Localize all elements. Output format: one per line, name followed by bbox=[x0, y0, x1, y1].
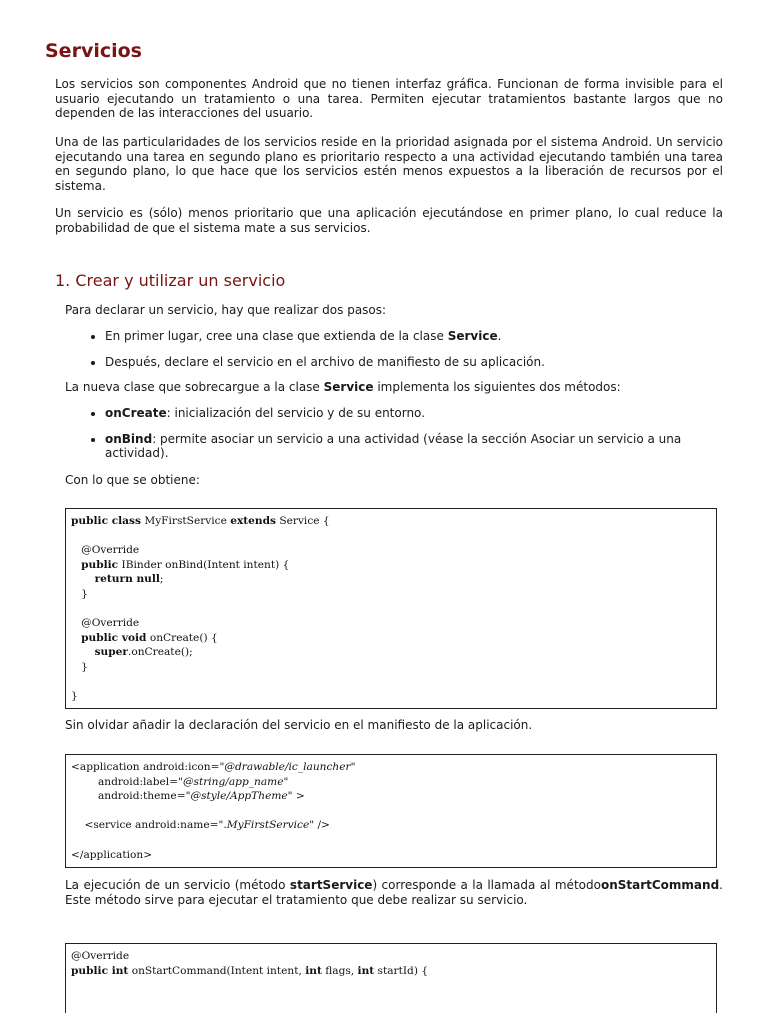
code-token: @style/AppTheme bbox=[190, 790, 288, 803]
code-line bbox=[71, 558, 716, 573]
code-line bbox=[71, 775, 716, 790]
code-block-service-class bbox=[65, 508, 717, 709]
code-token: @Override bbox=[71, 950, 130, 962]
code-token: onStartCommand(Intent intent, bbox=[128, 964, 306, 977]
code-line bbox=[71, 804, 716, 819]
page-title: Servicios bbox=[45, 40, 142, 62]
code-block-manifest bbox=[65, 754, 717, 868]
steps-intro: Para declarar un servicio, hay que realizar dos pasos: bbox=[65, 303, 387, 317]
code-token: android:theme=" bbox=[71, 790, 191, 803]
code-token: extends bbox=[230, 515, 276, 527]
code-token: } bbox=[71, 587, 88, 600]
code-token: public void bbox=[81, 631, 147, 644]
code-token: flags, bbox=[321, 964, 358, 977]
code-token: @Override bbox=[71, 544, 140, 557]
code-token: Service { bbox=[275, 515, 330, 527]
code-token: IBinder onBind(Intent intent) { bbox=[118, 558, 290, 571]
intro-paragraph-3: Un servicio es (sólo) menos prioritario que una aplicación ejecutándose en primer plano, lo cual reduce la probabilidad de que el sistema mate a sus servicios. bbox=[55, 206, 723, 235]
code-token: } bbox=[71, 690, 78, 703]
code-line bbox=[71, 602, 716, 617]
code-token: .MyFirstService bbox=[223, 819, 310, 832]
steps-list bbox=[83, 329, 745, 369]
code-token: " bbox=[350, 761, 356, 773]
code-line bbox=[71, 514, 716, 529]
code-token: " /> bbox=[309, 819, 330, 832]
code-line bbox=[71, 818, 716, 833]
code-token: " bbox=[283, 775, 289, 788]
code-token: } bbox=[71, 660, 88, 673]
code-line bbox=[71, 616, 716, 631]
code-token bbox=[71, 646, 95, 658]
code-line bbox=[71, 543, 716, 558]
code-token: </application> bbox=[71, 848, 153, 861]
code-line bbox=[71, 631, 716, 646]
methods-list bbox=[83, 406, 745, 461]
code-token: startId) { bbox=[374, 964, 429, 977]
code-token bbox=[71, 632, 81, 644]
intro-paragraph-2: Una de las particularidades de los servicios reside en la prioridad asignada por el sistema Android. Un servicio ejecutando una tarea en segundo plano es prioritario respecto a una actividad ejecutando también una tarea en segundo plano, lo que hace que los servicios estén menos expuestos a la liberación de recursos por el sistema. bbox=[55, 135, 723, 193]
code-token: public int bbox=[71, 964, 129, 977]
code-line bbox=[71, 833, 716, 848]
code-token: @Override bbox=[71, 617, 140, 630]
code-line bbox=[71, 675, 716, 690]
code-line bbox=[71, 760, 716, 775]
execution-paragraph: La ejecución de un servicio (método startService) corresponde a la llamada al métodoonStartCommand. Este método sirve para ejecutar el tratamiento que debe realizar su servicio. bbox=[65, 878, 723, 907]
code-line bbox=[71, 529, 716, 544]
intro-paragraph-1: Los servicios son componentes Android que no tienen interfaz gráfica. Funcionan de forma invisible para el usuario ejecutando un tratamiento o una tarea. Permiten ejecutar tratamientos bastante largos que no dependen de las interacciones del usuario. bbox=[55, 77, 723, 121]
code-line bbox=[71, 660, 716, 675]
code-line bbox=[71, 789, 716, 804]
code-token bbox=[71, 573, 95, 585]
code-token: int bbox=[357, 964, 375, 977]
list-item: • onBind: permite asociar un servicio a una actividad (véase la sección Asociar un servicio a una actividad). bbox=[105, 432, 745, 461]
code-token bbox=[71, 559, 81, 571]
code-token: super bbox=[94, 646, 128, 659]
code-line bbox=[71, 964, 716, 979]
code-line bbox=[71, 949, 716, 964]
code-token: ; bbox=[159, 573, 164, 586]
list-item: • onCreate: inicialización del servicio y de su entorno. bbox=[105, 406, 745, 421]
code-token: .onCreate(); bbox=[127, 646, 193, 659]
methods-intro: La nueva clase que sobrecargue a la clase Service implementa los siguientes dos métodos: bbox=[65, 380, 621, 394]
list-item: • En primer lugar, cree una clase que extienda de la clase Service. bbox=[105, 329, 745, 344]
code-line bbox=[71, 645, 716, 660]
section-heading: 1. Crear y utilizar un servicio bbox=[55, 271, 286, 290]
code-line bbox=[71, 848, 716, 863]
code-token: MyFirstService bbox=[140, 515, 231, 527]
code-token: @drawable/ic_launcher bbox=[224, 761, 351, 773]
code-token: @string/app_name bbox=[182, 775, 284, 788]
list-item: • Después, declare el servicio en el archivo de manifiesto de su aplicación. bbox=[105, 355, 745, 370]
code-token: <service android:name=" bbox=[71, 819, 224, 832]
code-line bbox=[71, 689, 716, 704]
code-block-onstartcommand bbox=[65, 943, 717, 1013]
code-token: public class bbox=[71, 515, 141, 527]
code-token: return null bbox=[94, 573, 160, 586]
code-token: <application android:icon=" bbox=[71, 761, 225, 773]
code-token: " > bbox=[287, 790, 305, 803]
manifest-intro: Sin olvidar añadir la declaración del servicio en el manifiesto de la aplicación. bbox=[65, 718, 533, 732]
code-token: onCreate() { bbox=[146, 631, 218, 644]
code-line bbox=[71, 587, 716, 602]
code-token: android:label=" bbox=[71, 775, 183, 788]
code-token: public bbox=[81, 558, 119, 571]
result-intro: Con lo que se obtiene: bbox=[65, 473, 200, 487]
code-token: int bbox=[305, 964, 322, 977]
code-line bbox=[71, 572, 716, 587]
